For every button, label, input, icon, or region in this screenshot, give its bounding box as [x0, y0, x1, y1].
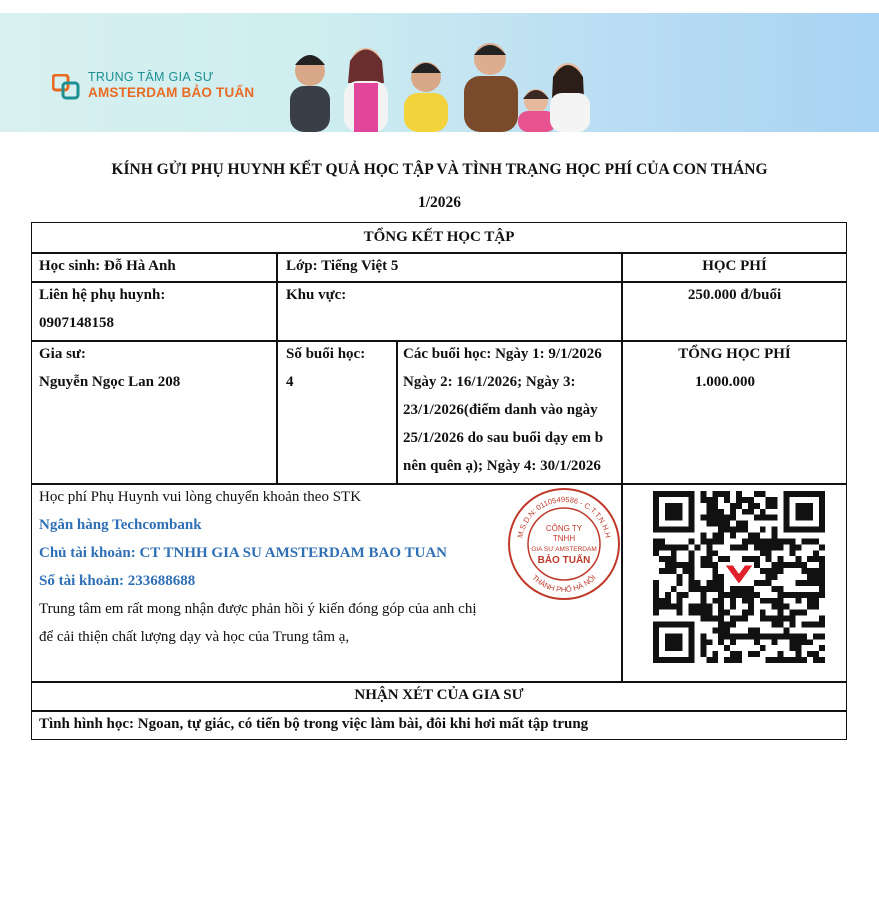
tutor-review-header: NHẬN XÉT CỦA GIA SƯ — [354, 687, 524, 703]
sessions-detail-line: Các buổi học: Ngày 1: 9/1/2026 — [403, 346, 602, 362]
company-stamp — [506, 486, 622, 602]
report-title: KÍNH GỬI PHỤ HUYNH KẾT QUẢ HỌC TẬP VÀ TÌNH TRẠNG HỌC PHÍ CỦA CON THÁNG — [111, 161, 768, 178]
sessions-detail-line: Ngày 2: 16/1/2026; Ngày 3: — [403, 374, 576, 390]
feedback-request: Trung tâm em rất mong nhận được phản hồi ý kiến đóng góp của anh chị — [39, 601, 477, 617]
sessions-count: 4 — [286, 374, 294, 390]
logo-line2: AMSTERDAM BẢO TUẤN — [88, 85, 255, 100]
stamp-line4: BẢO TUẤN — [537, 555, 591, 566]
total-fee-value: 1.000.000 — [695, 374, 755, 390]
sessions-detail-line: 23/1/2026(điểm danh vào ngày — [403, 402, 598, 418]
stamp-ring-text: M.S.D.N: 0110549586 - C.T.T.N.H.H — [515, 494, 613, 539]
logo-line1: TRUNG TÂM GIA SƯ — [88, 70, 214, 84]
sessions-detail-line: nên quên ạ); Ngày 4: 30/1/2026 — [403, 458, 601, 474]
report-table — [31, 222, 847, 740]
sessions-label: Số buổi học: — [286, 346, 366, 362]
tutor-label: Gia sư: — [39, 346, 86, 362]
summary-header: TỔNG KẾT HỌC TẬP — [363, 229, 515, 245]
payment-intro: Học phí Phụ Huynh vui lòng chuyển khoản theo STK — [39, 489, 362, 505]
stamp-line1: CÔNG TY — [545, 524, 583, 533]
tutor-name: Nguyễn Ngọc Lan 208 — [39, 374, 181, 390]
account-holder: Chủ tài khoản: CT TNHH GIA SU AMSTERDAM BAO TUAN — [39, 545, 448, 561]
tutor-review-text: Tình hình học: Ngoan, tự giác, có tiến bộ trong việc làm bài, đôi khi hơi mất tập trung — [39, 716, 589, 732]
header-banner — [0, 13, 879, 132]
parent-contact-label: Liên hệ phụ huynh: — [39, 287, 166, 303]
feedback-request-2: để cải thiện chất lượng dạy và học của Trung tâm ạ, — [39, 629, 350, 645]
stamp-line3: GIA SƯ AMSTERDAM — [531, 546, 597, 553]
fee-header: HỌC PHÍ — [702, 258, 767, 274]
student-name: Học sinh: Đỗ Hà Anh — [39, 258, 176, 274]
area-label: Khu vực: — [286, 287, 347, 303]
total-fee-header: TỔNG HỌC PHÍ — [678, 346, 791, 362]
bank-name: Ngân hàng Techcombank — [39, 517, 202, 533]
fee-value: 250.000 đ/buổi — [687, 287, 782, 303]
account-number: Số tài khoản: 233688688 — [39, 573, 196, 589]
sessions-detail — [403, 340, 621, 480]
stamp-city-text: THÀNH PHỐ HÀ NỘI — [530, 572, 598, 595]
stamp-line2: TNHH — [552, 534, 576, 543]
sessions-detail-line: 25/1/2026 do sau buổi dạy em b — [403, 430, 604, 446]
report-month: 1/2026 — [417, 194, 462, 211]
logo-icon — [52, 74, 80, 100]
parent-phone: 0907148158 — [39, 315, 114, 331]
qr-code — [653, 491, 825, 663]
class-name: Lớp: Tiếng Việt 5 — [286, 258, 399, 274]
people-photo — [268, 13, 608, 132]
